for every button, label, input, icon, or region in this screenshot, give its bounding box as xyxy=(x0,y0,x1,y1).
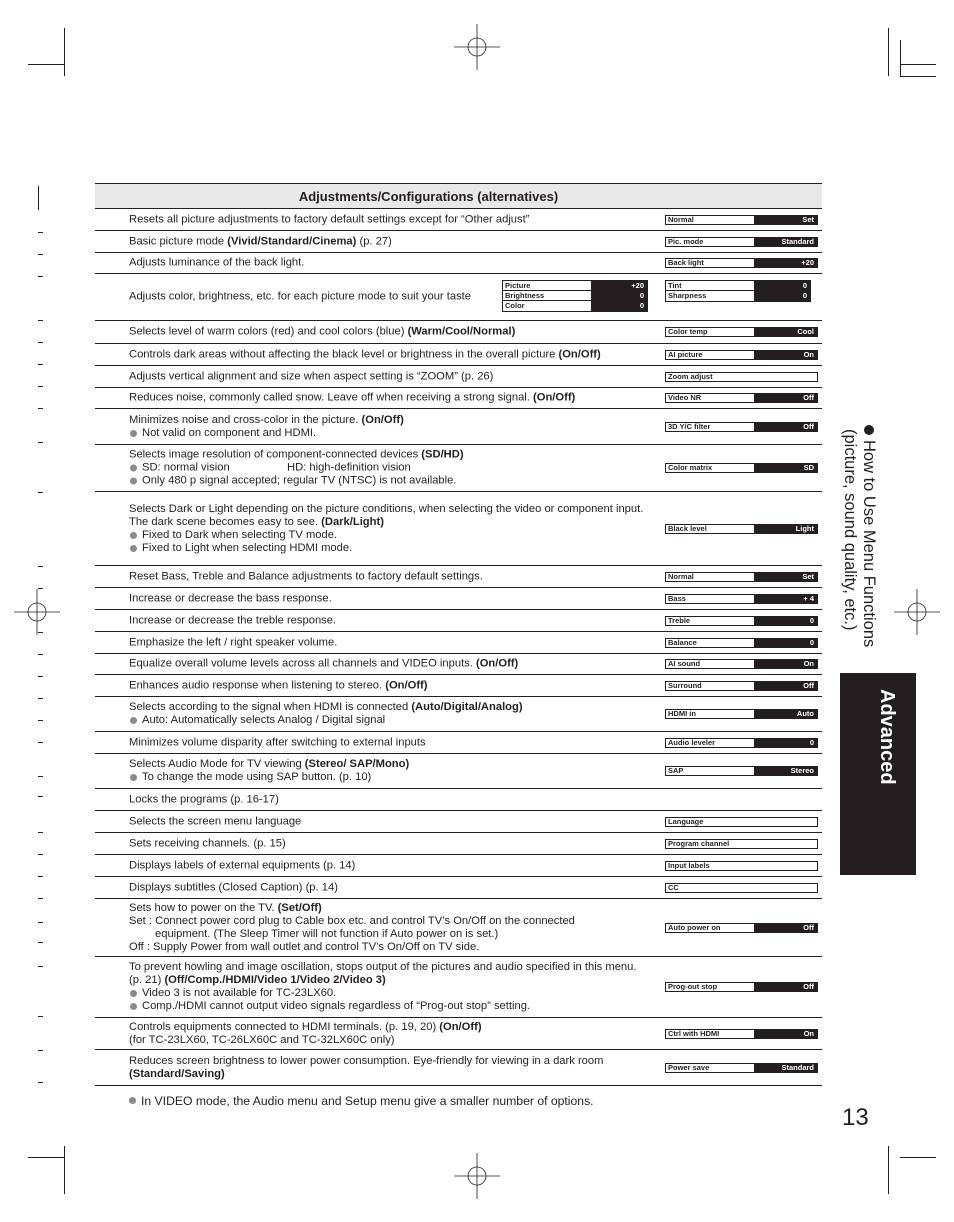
row-description xyxy=(129,837,649,850)
menu-item xyxy=(665,616,818,626)
description-text: Minimizes volume disparity after switching to external inputs xyxy=(129,736,426,748)
description-options: (Off/Comp./HDMI/Video 1/Video 2/Video 3) xyxy=(164,974,386,986)
table-row xyxy=(95,899,822,957)
description-options: (Dark/Light) xyxy=(321,515,384,528)
menu-label: Prog-out stop xyxy=(668,982,718,991)
table-header: Adjustments/Configurations (alternatives) xyxy=(95,183,822,209)
description-line: Off : Supply Power from wall outlet and control TV’s On/Off on TV side. xyxy=(129,940,480,953)
menu-label: Back light xyxy=(668,258,704,267)
description-text: Selects level of warm colors (red) and cool colors (blue) xyxy=(129,325,408,338)
description-text: Emphasize the left / right speaker volume. xyxy=(129,636,338,648)
row-description xyxy=(129,636,649,649)
table-row xyxy=(95,732,822,754)
menu-label: Treble xyxy=(668,615,691,625)
table-row xyxy=(95,231,822,253)
table-row xyxy=(95,632,822,654)
bullet-item xyxy=(129,771,649,784)
menu-value: Off xyxy=(754,682,817,690)
bullet-item xyxy=(129,475,649,488)
table-row xyxy=(95,566,822,588)
menu-value: On xyxy=(754,1030,817,1038)
registration-mark xyxy=(894,589,940,635)
menu-item xyxy=(665,572,818,582)
row-description xyxy=(129,213,649,226)
bullet-item xyxy=(129,462,649,475)
advanced-tab-label: Advanced xyxy=(876,689,898,785)
menu-label: Tint xyxy=(668,281,682,290)
row-description xyxy=(129,815,649,828)
row-description xyxy=(129,658,649,671)
menu-label: Language xyxy=(668,816,704,826)
description-text: Selects Audio Mode for TV viewing xyxy=(129,758,305,770)
menu-label: Surround xyxy=(668,680,702,690)
row-description xyxy=(129,235,649,248)
menu-label: Normal xyxy=(668,571,694,581)
description-text: Resets all picture adjustments to factory default settings except for “Other adjust” xyxy=(129,213,530,225)
row-description xyxy=(129,961,649,1013)
row-description xyxy=(129,348,649,361)
table-row xyxy=(95,1018,822,1050)
registration-mark xyxy=(454,1153,500,1199)
adjustments-table xyxy=(95,183,822,1086)
menu-label: Color matrix xyxy=(668,463,713,472)
description-options: (Set/Off) xyxy=(277,901,322,914)
description-text: Selects image resolution of component-connected devices xyxy=(129,448,422,461)
row-description xyxy=(129,736,649,749)
table-row xyxy=(95,321,822,344)
menu-label: AI picture xyxy=(668,349,703,359)
section-title xyxy=(838,425,878,675)
menu-value: 0 xyxy=(754,291,810,301)
description-options: (On/Off) xyxy=(533,391,576,404)
menu-label: Pic. mode xyxy=(668,236,704,246)
description-text: Selects according to the signal when HDMI is connected xyxy=(129,701,412,713)
description-text: Reduces screen brightness to lower power consumption. Eye-friendly for viewing in a dark room xyxy=(129,1054,604,1067)
menu-value: Off xyxy=(754,924,817,932)
menu-value: 0 xyxy=(754,617,817,625)
menu-value: 0 xyxy=(591,291,647,300)
menu-label: Zoom adjust xyxy=(668,371,713,381)
menu-item xyxy=(665,422,818,432)
section-title-line1: How to Use Menu Functions xyxy=(860,440,878,648)
table-row xyxy=(95,654,822,675)
bullet-text: Fixed to Dark when selecting TV mode. xyxy=(142,528,338,541)
menu-label: Video NR xyxy=(668,393,702,402)
menu-value: Off xyxy=(754,983,817,991)
bullet-text: Not valid on component and HDMI. xyxy=(142,426,317,439)
description-text: Adjusts color, brightness, etc. for each picture mode to suit your taste xyxy=(129,290,472,303)
row-description xyxy=(129,701,649,727)
row-description xyxy=(129,902,649,954)
menu-value: Standard xyxy=(754,238,817,246)
table-row xyxy=(95,445,822,492)
menu-item xyxy=(665,1063,818,1073)
bullet-item xyxy=(129,987,649,1000)
row-description xyxy=(129,291,489,304)
menu-item xyxy=(665,594,818,604)
row-description xyxy=(129,503,649,555)
description-options: (Standard/Saving) xyxy=(129,1067,225,1080)
menu-item xyxy=(665,393,818,403)
row-description xyxy=(129,881,649,894)
menu-label: Normal xyxy=(668,214,694,224)
description-options: (SD/HD) xyxy=(421,448,464,461)
menu-item xyxy=(666,291,810,301)
description-text: Basic picture mode xyxy=(129,235,228,247)
menu-label: SAP xyxy=(668,766,684,775)
description-text: Adjusts vertical alignment and size when aspect setting is “ZOOM” (p. 26) xyxy=(129,370,494,382)
description-text: Sets how to power on the TV. xyxy=(129,901,278,914)
bullet-icon xyxy=(864,425,874,435)
bullet-text: Comp./HDMI cannot output video signals regardless of “Prog-out stop” setting. xyxy=(142,1000,531,1012)
row-description xyxy=(129,392,649,405)
description-text: Enhances audio response when listening to stereo. xyxy=(129,679,386,691)
bullet-item xyxy=(129,714,649,727)
description-text: Increase or decrease the bass response. xyxy=(129,592,332,604)
description-options: (Auto/Digital/Analog) xyxy=(411,701,523,713)
description-suffix: (p. 27) xyxy=(356,235,392,247)
menu-value: Set xyxy=(754,573,817,581)
description-options: (Vivid/Standard/Cinema) xyxy=(227,235,357,247)
description-text: Controls equipments connected to HDMI terminals. (p. 19, 20) xyxy=(129,1020,440,1033)
description-options: (On/Off) xyxy=(385,679,428,691)
menu-label: Bass xyxy=(668,593,686,603)
menu-item xyxy=(503,301,647,311)
description-line: Set : Connect power cord plug to Cable box etc. and control TV’s On/Off on the connected xyxy=(129,914,575,927)
table-row xyxy=(95,409,822,445)
table-row xyxy=(95,877,822,899)
description-options: (Stereo/ SAP/Mono) xyxy=(304,758,410,770)
description-text: Reset Bass, Treble and Balance adjustments to factory default settings. xyxy=(129,570,483,582)
menu-label: Auto power on xyxy=(668,922,721,932)
menu-value: SD xyxy=(754,464,817,472)
table-row xyxy=(95,588,822,610)
bullet-text: Only 480 p signal accepted; regular TV (NTSC) is not available. xyxy=(142,474,457,487)
menu-item xyxy=(665,463,818,473)
menu-value: 0 xyxy=(754,281,810,290)
bullet-text: Video 3 is not available for TC-23LX60. xyxy=(142,987,337,999)
menu-label: Ctrl with HDMI xyxy=(668,1028,720,1038)
menu-item xyxy=(665,681,818,691)
menu-item xyxy=(666,281,810,291)
bullet-item xyxy=(129,427,649,440)
description-text: Displays labels of external equipments (p. 14) xyxy=(129,859,356,871)
menu-item xyxy=(665,372,818,382)
table-row xyxy=(95,344,822,366)
description-text: Selects the screen menu language xyxy=(129,815,302,827)
description-text: Sets receiving channels. (p. 15) xyxy=(129,837,286,849)
menu-item xyxy=(665,861,818,871)
bullet-text: SD: normal vision xyxy=(142,461,230,474)
row-description xyxy=(129,758,649,784)
row-description xyxy=(129,570,649,583)
bullet-item xyxy=(129,529,649,542)
table-row xyxy=(95,957,822,1018)
menu-value: Set xyxy=(754,216,817,224)
registration-mark xyxy=(14,589,60,635)
menu-value: +20 xyxy=(754,259,817,267)
table-row xyxy=(95,833,822,855)
table-row xyxy=(95,610,822,632)
menu-item xyxy=(503,291,647,301)
section-title-line2: (picture, sound quality, etc.) xyxy=(841,429,859,631)
table-row xyxy=(95,811,822,833)
bullet-item xyxy=(129,542,649,555)
description-text: Locks the programs (p. 16-17) xyxy=(129,793,279,805)
menu-value: On xyxy=(754,660,817,668)
row-description xyxy=(129,793,649,806)
menu-value: 0 xyxy=(754,739,817,747)
description-line2: (for TC-23LX60, TC-26LX60C and TC-32LX60C only) xyxy=(129,1033,395,1046)
menu-item xyxy=(665,237,818,247)
menu-value: + 4 xyxy=(754,595,817,603)
description-text: Selects Dark or Light depending on the picture conditions, when selecting the video or component input. xyxy=(129,502,644,515)
description-options: (Warm/Cool/Normal) xyxy=(407,325,516,338)
menu-item xyxy=(665,350,818,360)
advanced-tab xyxy=(840,673,916,875)
table-row xyxy=(95,253,822,274)
menu-label: Sharpness xyxy=(668,291,707,300)
menu-item xyxy=(665,659,818,669)
table-row xyxy=(95,697,822,732)
description-options: (On/Off) xyxy=(361,413,404,426)
table-row xyxy=(95,754,822,789)
menu-label: 3D Y/C filter xyxy=(668,421,711,431)
bullet-item xyxy=(129,1000,649,1013)
menu-item xyxy=(665,215,818,225)
table-row xyxy=(95,675,822,697)
description-options: (On/Off) xyxy=(439,1020,482,1033)
menu-item xyxy=(665,1029,818,1039)
row-description xyxy=(129,614,649,627)
table-row xyxy=(95,1050,822,1086)
menu-value: +20 xyxy=(591,281,647,290)
menu-group xyxy=(502,280,648,312)
description-text: Increase or decrease the treble response. xyxy=(129,614,337,626)
table-row xyxy=(95,492,822,566)
bullet-text: To change the mode using SAP button. (p. 10) xyxy=(142,771,372,783)
menu-label: Black level xyxy=(668,523,707,533)
menu-label: Color temp xyxy=(668,327,708,336)
registration-mark xyxy=(454,24,500,70)
menu-label: Audio leveler xyxy=(668,737,716,747)
menu-value: Off xyxy=(754,394,817,402)
description-text: Controls dark areas without affecting the black level or brightness in the overall picture xyxy=(129,348,559,360)
menu-label: CC xyxy=(668,882,679,892)
description-line: equipment. (The Sleep Timer will not function if Auto power on is set.) xyxy=(155,927,499,940)
menu-value: 0 xyxy=(754,639,817,647)
menu-label: Input labels xyxy=(668,860,710,870)
menu-value: Standard xyxy=(754,1064,817,1072)
table-row xyxy=(95,209,822,231)
bullet-text: Fixed to Light when selecting HDMI mode. xyxy=(142,541,353,554)
description-options: (On/Off) xyxy=(476,657,519,670)
description-text: Reduces noise, commonly called snow. Leave off when receiving a strong signal. xyxy=(129,391,534,404)
menu-label: Brightness xyxy=(505,291,545,300)
menu-item xyxy=(665,766,818,776)
table-row xyxy=(95,388,822,409)
description-text: To prevent howling and image oscillation, stops output of the pictures and audio specified in this menu. (p. 21) xyxy=(129,961,637,986)
menu-label: AI sound xyxy=(668,659,701,668)
page-number: 13 xyxy=(842,1104,869,1131)
menu-item xyxy=(665,709,818,719)
table-row xyxy=(95,789,822,811)
description-text: Equalize overall volume levels across all channels and VIDEO inputs. xyxy=(129,657,476,670)
menu-value: Stereo xyxy=(754,767,817,775)
row-description xyxy=(129,1055,649,1081)
bullet-text: Auto: Automatically selects Analog / Digital signal xyxy=(142,714,386,726)
description-text: Adjusts luminance of the back light. xyxy=(129,256,305,269)
menu-item xyxy=(665,258,818,268)
menu-value: On xyxy=(754,351,817,359)
menu-item xyxy=(665,923,818,933)
row-description xyxy=(129,859,649,872)
row-description xyxy=(129,414,649,440)
description-text: Displays subtitles (Closed Caption) (p. 14) xyxy=(129,881,338,893)
menu-item xyxy=(665,738,818,748)
description-line2: The dark scene becomes easy to see. xyxy=(129,515,322,528)
row-description xyxy=(129,326,649,339)
menu-label: HDMI in xyxy=(668,709,696,718)
footnote xyxy=(128,1094,594,1108)
menu-label: Color xyxy=(505,301,525,310)
row-description xyxy=(129,679,649,692)
menu-value: Cool xyxy=(754,328,817,336)
menu-item xyxy=(665,524,818,534)
menu-item xyxy=(503,281,647,291)
row-description xyxy=(129,592,649,605)
menu-group xyxy=(665,280,811,302)
menu-item xyxy=(665,883,818,893)
menu-label: Program channel xyxy=(668,838,730,848)
menu-value: 0 xyxy=(591,301,647,311)
menu-label: Picture xyxy=(505,281,531,290)
description-text: Minimizes noise and cross-color in the picture. xyxy=(129,413,362,426)
menu-item xyxy=(665,982,818,992)
row-description xyxy=(129,257,649,270)
menu-item xyxy=(665,817,818,827)
menu-value: Off xyxy=(754,423,817,431)
menu-label: Balance xyxy=(668,637,697,647)
table-row xyxy=(95,274,822,321)
menu-item xyxy=(665,327,818,337)
description-options: (On/Off) xyxy=(558,348,601,360)
menu-item xyxy=(665,839,818,849)
table-row xyxy=(95,855,822,877)
margin-ticks xyxy=(38,186,43,1086)
row-description xyxy=(129,1021,649,1047)
table-row xyxy=(95,366,822,388)
menu-value: Light xyxy=(754,525,817,533)
bullet-text: HD: high-definition vision xyxy=(287,461,411,474)
menu-label: Power save xyxy=(668,1062,710,1072)
menu-item xyxy=(665,638,818,648)
footnote-text: In VIDEO mode, the Audio menu and Setup menu give a smaller number of options. xyxy=(141,1094,594,1108)
row-description xyxy=(129,370,649,383)
menu-value: Auto xyxy=(754,710,817,718)
row-description xyxy=(129,449,649,488)
